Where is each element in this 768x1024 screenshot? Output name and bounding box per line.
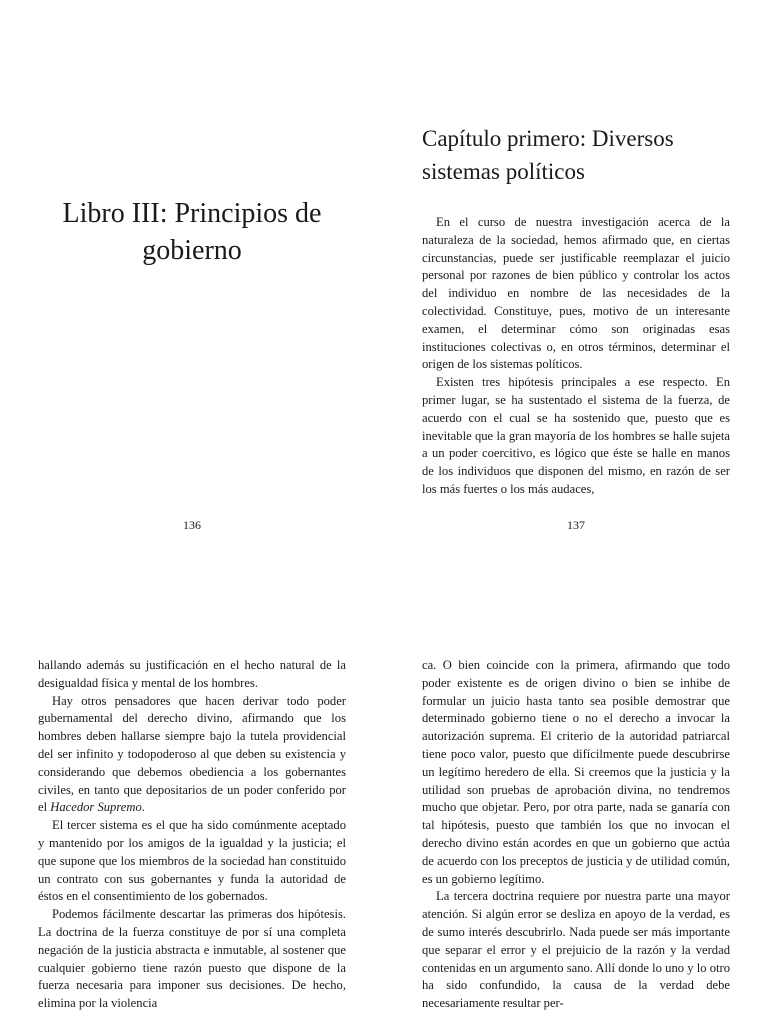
body-text	[38, 657, 346, 1013]
page-139	[384, 512, 768, 1024]
paragraph: La tercera doctrina requiere por nuestra parte una mayor atención. Si algún error se desliza en apoyo de la verdad, es de sumo interés descubrirlo. Nada puede ser más importante que separar el error y el prejuicio de la razón y la verdad contenidas en un argumento sano. Allí donde lo uno y lo otro ha sido confundido, la causa de la verdad debe necesariamente resultar per-	[422, 889, 730, 1011]
paragraph: Podemos fácilmente descartar las primeras dos hipótesis. La doctrina de la fuerza constituye de por sí una completa negación de la justicia abstracta e inmutable, al sostener que cualquier gobierno tiene razón puesto que dispone de la fuerza necesaria para imponer sus decisiones. De hecho, elimina por la violencia	[38, 907, 346, 1011]
paragraph-text: .	[141, 800, 145, 815]
book-title: Libro III: Principios de gobierno	[62, 198, 322, 266]
paragraph: ca. O bien coincide con la primera, afirmando que todo poder existente es de origen divino o bien se inhibe de formular un juicio hasta tanto sea posible demostrar que determinado gobierno tiene o no el derecho a invocar la autorización suprema. El criterio de la autoridad patriarcal tiene poco valor, puesto que difícilmente puede descubrirse un legítimo heredero de ella. Si creemos que la justicia y la utilidad son pruebas de aprobación divina, no tendremos mucho que objetar. Pero, por otra parte, nada se ganaría con tal hipótesis, puesto que también los que no invocan el derecho divino están acordes en que un gobierno que actúa de acuerdo con los preceptos de justicia y de utilidad común, es un gobierno legítimo.	[422, 658, 730, 886]
paragraph: hallando además su justificación en el hecho natural de la desigualdad física y mental de los hombres.	[38, 658, 346, 690]
page-number: 137	[567, 518, 585, 532]
page-137	[384, 0, 768, 532]
paragraph: El tercer sistema es el que ha sido comúnmente aceptado y mantenido por los amigos de la igualdad y la justicia; el que supone que los miembros de la sociedad han constituido un contrato con sus gobernantes y funda la autoridad de éstos en el consentimiento de los gobernados.	[38, 818, 346, 904]
paragraph: Existen tres hipótesis principales a ese respecto. En primer lugar, se ha sustentado el sistema de la fuerza, de acuerdo con el cual se ha sostenido que, puesto que es inevitable que la gran mayoría de los hombres se halle sujeta a un poder coercitivo, es lógico que éste se halle en manos de los individuos que disponen del mismo, en razón de ser los más fuertes o los más audaces,	[422, 375, 730, 496]
page-136	[0, 0, 384, 532]
paragraph-text: Hay otros pensadores que hacen derivar todo poder gubernamental del derecho divino, afirmando que los hombres deben hallarse siempre bajo la tutela providencial del ser infinito y todopoderoso al que deben su existencia y considerando que debemos obediencia a los gobernantes civiles, en tanto que depositarios de un poder conferido por el	[38, 693, 346, 815]
chapter-title: Capítulo primero: Diversos sistemas políticos	[422, 126, 674, 184]
body-text	[422, 214, 730, 499]
body-text	[422, 657, 730, 1013]
paragraph: En el curso de nuestra investigación acerca de la naturaleza de la sociedad, hemos afirmado que, en ciertas circunstancias, puede ser justificable reemplazar el juicio personal por razones de bien público y controlar los actos del individuo en nombre de las necesidades de la colectividad. Constituye, pues, motivo de un interesante examen, el determinar cómo son originadas esas instituciones colectivas o, en otros términos, determinar el origen de los sistemas políticos.	[422, 215, 730, 372]
italic-term: Hacedor Supremo	[50, 800, 142, 815]
page-138	[0, 512, 384, 1024]
paragraph	[38, 693, 346, 818]
page-number: 136	[183, 518, 201, 532]
